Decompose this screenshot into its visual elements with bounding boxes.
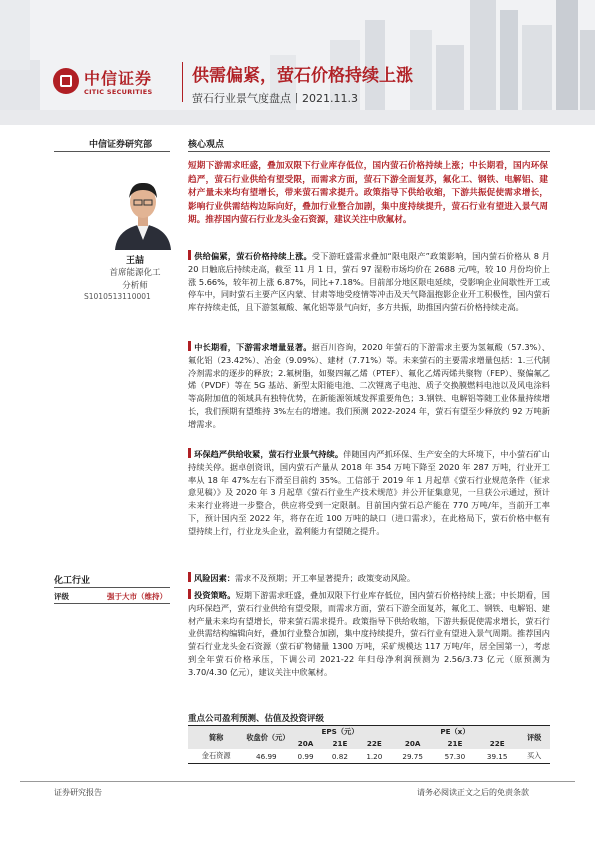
cell-pe: 29.75 [392, 749, 434, 764]
table-row [188, 749, 550, 764]
section-bar-icon [188, 448, 191, 458]
paragraph-lead: 供给偏紧，萤石价格持续上涨。 [194, 251, 312, 261]
cell-eps: 1.20 [357, 749, 391, 764]
citic-logo-icon [53, 68, 79, 94]
paragraph-text: 短期下游需求旺盛，叠加双限下行业库存低位，国内萤石价格持续上涨；中长期看，国内环保趋严，萤石行业供给有望受限，而需求方面，萤石下游全面复苏，氟化工、钢铁、电解铝、建材产量未来均有望增长，带来萤石需求提升。政策指导下供给收缩，下游共振促使需求增长，萤石行业供需结构编辑向好，叠加行业整合加剧，集中度持续提升，萤石行业有望进入景气周期。推荐国内萤石行业龙头金石资源（萤石矿物储量 1300 万吨，采矿规模达 117 万吨/年，居全国第一），考虑到全年萤石价格承压，下调公司 2021-22 年归母净利润预测为 2.56/3.73 亿元（原预测为 3.70/4.30 亿元），建议关注中欣氟材。 [188, 590, 550, 677]
col-year: 20A [392, 738, 434, 749]
col-name: 简称 [188, 726, 244, 750]
table-title: 重点公司盈利预测、估值及投资评级 [188, 714, 325, 724]
cell-price: 46.99 [244, 749, 288, 764]
paragraph-lead: 中长期看，下游需求增量显著。 [194, 342, 312, 352]
core-view-heading: 核心观点 [188, 140, 225, 150]
col-eps: EPS（元） [288, 726, 391, 739]
paragraph-environment [188, 448, 550, 538]
paragraph-text: 受下游旺盛需求叠加“限电限产”政策影响，国内萤石价格从 8 月 20 日触底后持续走高，截至 11 月 1 日，萤石 97 湿粉市场均价在 2688 元/吨，较 10 月份均价上涨 5.66%，较年初上涨 6.87%，同比+7.18%。目前部分地区限电延续，受影响企业间歇性开工或停车中，同时萤石主要产区内蒙、甘肃等地受疫情等冲击及天气降温抱影企业开工积极性，国内萤石库存持续走低，且下游氢氟酸、氟化铝等景气向好，多方共振，助推国内萤石价格持续走高。 [188, 251, 550, 313]
sector-label: 化工行业 [54, 576, 91, 586]
paragraph-text: 伴随国内严抓环保、生产安全的大环境下，中小萤石矿山持续关停。据卓创资讯，国内萤石产量从 2018 年 354 万吨下降至 2020 年 287 万吨，行业开工率从 18 年 47%左右下滑至目前约 35%。工信部于 2019 年 1 月起草《萤石行业规范条件（征求意见稿）》及 2020 年 3 月起草《萤石行业生产技术规范》并公开征集意见，一旦获公示通过，预计未来行业将进一步整合，供应将受到一定限制。目前国内萤石总产能在 770 万吨/年，当前开工率下，预计国内至 2022 年，将存在近 100 万吨的缺口（进口需求），在此格局下，萤石价格中枢有望持续上行，行业龙头企业，盈利能力有望随之提升。 [188, 449, 550, 536]
research-institute: 中信证券研究部 [89, 140, 153, 150]
paragraph-supply [188, 250, 550, 314]
logo-english: CITIC SECURITIES [84, 88, 153, 96]
paragraph-text: 据百川咨询，2020 年萤石的下游需求主要为氢氟酸（57.3%）、氟化铝（23.42%）、冶金（9.09%）、建材（7.71%）等。未来萤石的主要需求增量包括：1.三代制冷剂需求的逐步的释放；2.氟树脂，如聚四氟乙烯（PTEF）、氟化乙烯丙烯共聚物（FEP）、聚偏氟乙烯（PVDF）等在 5G 基站、新型太阳能电池、二次锂离子电池、质子交换膜燃料电池以及风电涂料等高附加值的领域具有独特优势，在新能源领域发挥重要角色；3.钢铁、电解铝等随工业体量持续增长，我们预期有望维持 3%左右的增速。我们预测 2022-2024 年，萤石有望至少释放约 92 万吨新增需求。 [188, 342, 550, 429]
forecast-table [188, 725, 550, 764]
cell-name: 金石资源 [188, 749, 244, 764]
analyst-cert-number: S1010513110001 [84, 292, 151, 301]
col-year: 21E [434, 738, 476, 749]
paragraph-demand [188, 341, 550, 431]
divider [54, 603, 170, 604]
divider [54, 151, 170, 152]
analyst-name: 王喆 [125, 256, 144, 266]
divider [188, 151, 550, 152]
col-year: 20A [288, 738, 322, 749]
cell-rating: 买入 [518, 749, 550, 764]
col-rating: 评级 [518, 726, 550, 750]
cell-eps: 0.82 [323, 749, 357, 764]
section-bar-icon [188, 341, 191, 351]
col-pe: PE（x） [392, 726, 519, 739]
paragraph-strategy [188, 589, 550, 679]
cell-eps: 0.99 [288, 749, 322, 764]
col-year: 22E [357, 738, 391, 749]
footer-left: 证券研究报告 [54, 788, 102, 797]
analyst-photo [113, 170, 173, 250]
paragraph-lead: 环保趋严供给收紧，萤石行业景气持续。 [194, 449, 344, 459]
divider [54, 587, 170, 588]
cell-pe: 39.15 [476, 749, 518, 764]
paragraph-lead: 风险因素： [194, 573, 235, 583]
table-header-row [188, 726, 550, 739]
summary-text: 短期下游需求旺盛，叠加双限下行业库存低位，国内萤石价格持续上涨；中长期看，国内环保趋严，萤石行业供给有望受限，而需求方面，萤石下游全面复苏，氟化工、钢铁、电解铝、建材产量未来均有望增长，带来萤石需求提升。政策指导下供给收缩，下游共振促使需求增长，影响行业供需结构边际向好，叠加行业整合加剧，集中度持续提升，萤石行业有望进入景气周期。推荐国内萤石行业龙头金石资源，建议关注中欣氟材。 [188, 161, 548, 226]
rating-label: 评级 [54, 592, 69, 601]
report-subtitle: 萤石行业景气度盘点丨2021.11.3 [192, 92, 358, 105]
paragraph-lead: 投资策略。 [194, 590, 236, 600]
cell-pe: 57.30 [434, 749, 476, 764]
footer-divider [20, 781, 575, 782]
col-price: 收盘价（元） [244, 726, 288, 750]
footer-disclaimer: 请务必阅读正文之后的免责条款 [417, 788, 529, 797]
report-header [0, 0, 595, 125]
col-year: 22E [476, 738, 518, 749]
report-title: 供需偏紧，萤石价格持续上涨 [192, 66, 413, 86]
analyst-title: 首席能源化工 [109, 268, 161, 278]
header-divider [182, 62, 183, 102]
paragraph-text: 需求不及预期；开工率显著提升；政策变动风险。 [234, 573, 416, 583]
section-bar-icon [188, 250, 191, 260]
logo-chinese: 中信证券 [84, 69, 153, 88]
paragraph-risk [188, 572, 550, 585]
analyst-role: 分析师 [122, 281, 148, 291]
col-year: 21E [323, 738, 357, 749]
section-bar-icon [188, 589, 191, 599]
rating-value: 强于大市（维持） [107, 592, 167, 601]
section-bar-icon [188, 572, 191, 582]
